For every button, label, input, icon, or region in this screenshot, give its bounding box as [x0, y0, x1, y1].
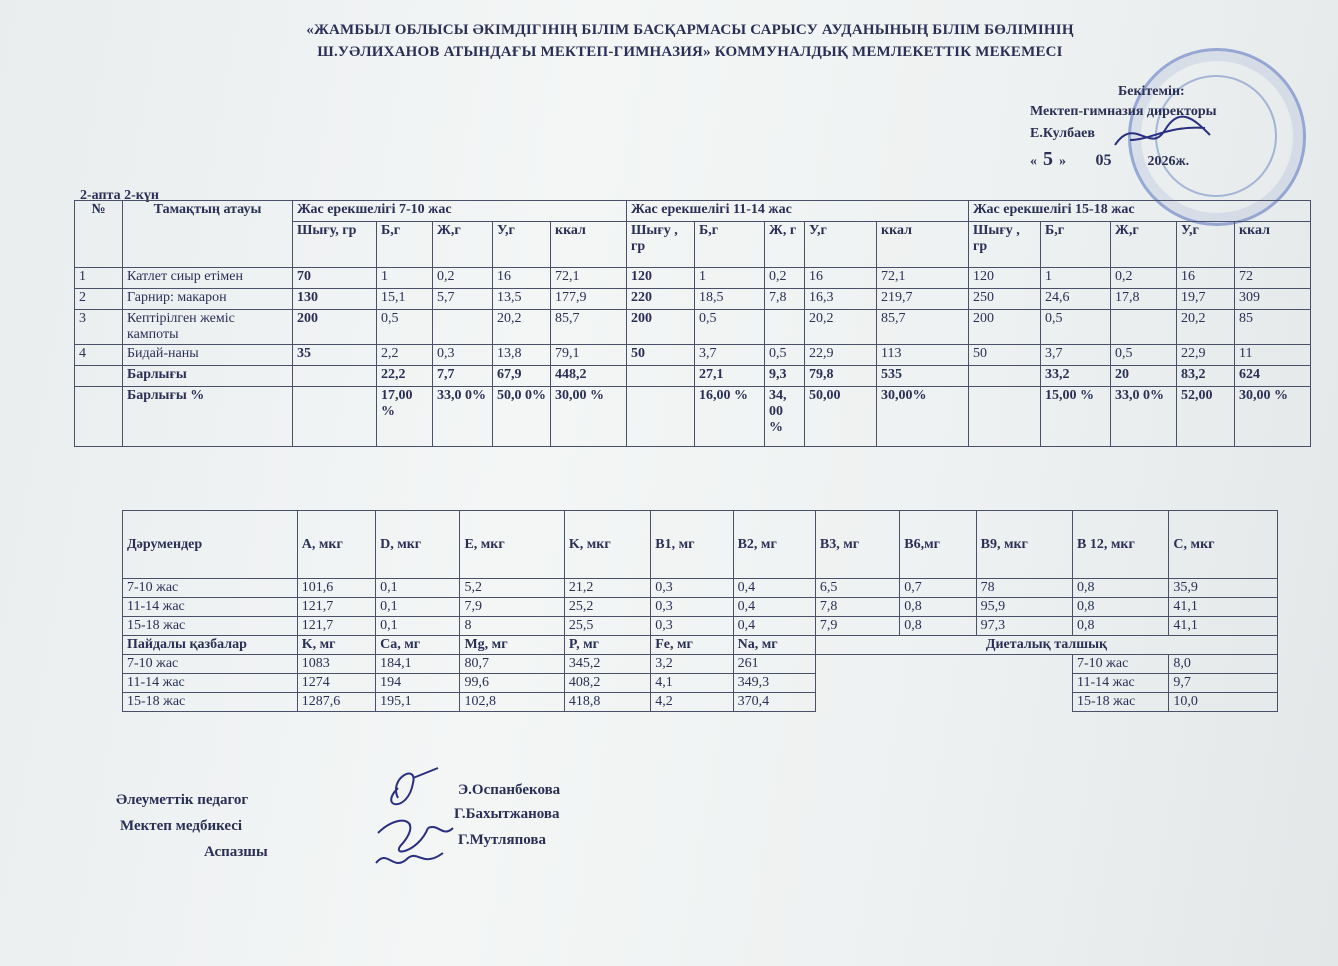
vitamin-cell: 35,9 [1169, 579, 1278, 598]
total-cell: 79,8 [805, 366, 877, 387]
table-row [75, 345, 1311, 366]
nutrient-cell: 70 [293, 268, 377, 289]
name-ospanbekova: Э.Оспанбекова [458, 782, 561, 798]
total-cell: 22,2 [377, 366, 433, 387]
nutrient-cell: 72 [1235, 268, 1311, 289]
percent-cell: 50,00 [805, 387, 877, 447]
nutrient-cell: 11 [1235, 345, 1311, 366]
group-header-11-14: Жас ерекшелігі 11-14 жас [627, 201, 969, 222]
table-row [75, 268, 1311, 289]
mineral-cell: 4,2 [651, 693, 733, 712]
empty-cell [75, 387, 123, 447]
total-cell: 27,1 [695, 366, 765, 387]
vitamin-cell: 0,3 [651, 598, 733, 617]
empty-cell [815, 655, 1072, 674]
mineral-header: Na, мг [733, 636, 815, 655]
role-school-nurse: Мектеп медбикесі [120, 818, 243, 834]
mineral-cell: 345,2 [564, 655, 650, 674]
fiber-value: 10,0 [1169, 693, 1278, 712]
sub-header: ккал [1235, 222, 1311, 268]
nutrient-table [122, 510, 1278, 712]
percent-cell: 33,0 0% [433, 387, 493, 447]
sub-header: Шығу , гр [627, 222, 695, 268]
mineral-cell: 418,8 [564, 693, 650, 712]
nutrient-cell: 2,2 [377, 345, 433, 366]
vitamin-cell: 21,2 [564, 579, 650, 598]
nutrient-cell: 5,7 [433, 289, 493, 310]
dish-name: Кептірілген жеміс кампоты [123, 310, 293, 345]
week-label: 2-апта 2-күн [80, 188, 159, 203]
approval-date: « 5 » 05 2026ж. [1030, 148, 1190, 170]
table-row [123, 674, 1278, 693]
sub-header: У,г [1177, 222, 1235, 268]
mineral-cell: 370,4 [733, 693, 815, 712]
nutrient-cell: 22,9 [805, 345, 877, 366]
menu-table [74, 200, 1311, 447]
vitamin-header: A, мкг [297, 511, 375, 579]
empty-cell [75, 366, 123, 387]
nutrient-cell: 1 [695, 268, 765, 289]
nutrient-cell [1111, 310, 1177, 345]
vitamin-cell: 0,8 [1073, 598, 1169, 617]
nutrient-cell: 85,7 [877, 310, 969, 345]
total-cell: 83,2 [1177, 366, 1235, 387]
mineral-cell: 11-14 жас [123, 674, 298, 693]
vitamin-cell: 11-14 жас [123, 598, 298, 617]
nutrient-cell: 7,8 [765, 289, 805, 310]
percent-cell: 50,0 0% [493, 387, 551, 447]
nutrient-cell: 15,1 [377, 289, 433, 310]
group-header-15-18: Жас ерекшелігі 15-18 жас [969, 201, 1311, 222]
total-cell: 624 [1235, 366, 1311, 387]
nutrient-cell: 50 [627, 345, 695, 366]
vitamin-cell: 7-10 жас [123, 579, 298, 598]
vitamin-cell: 0,4 [733, 598, 815, 617]
nutrient-cell: 16 [1177, 268, 1235, 289]
table-row [123, 579, 1278, 598]
percent-cell: 30,00 % [1235, 387, 1311, 447]
vitamin-cell: 8 [460, 617, 564, 636]
fiber-age: 15-18 жас [1073, 693, 1169, 712]
vitamin-cell: 0,4 [733, 579, 815, 598]
vitamin-cell: 6,5 [815, 579, 899, 598]
nutrient-cell: 20,2 [493, 310, 551, 345]
vitamin-header: B1, мг [651, 511, 733, 579]
percent-cell: 33,0 0% [1111, 387, 1177, 447]
vitamin-cell: 25,2 [564, 598, 650, 617]
nutrient-cell: 19,7 [1177, 289, 1235, 310]
percent-cell: 30,00% [877, 387, 969, 447]
vitamin-cell: 97,3 [976, 617, 1072, 636]
vitamin-cell: 7,9 [460, 598, 564, 617]
vitamin-cell: 7,8 [815, 598, 899, 617]
vitamin-cell: 121,7 [297, 617, 375, 636]
vitamin-cell: 25,5 [564, 617, 650, 636]
nutrient-cell: 18,5 [695, 289, 765, 310]
sub-header: Б,г [377, 222, 433, 268]
row-number: 4 [75, 345, 123, 366]
nutrient-cell: 0,5 [1111, 345, 1177, 366]
table-row [123, 655, 1278, 674]
role-social-pedagogue: Әлеуметтік педагог [116, 792, 249, 808]
total-cell: 67,9 [493, 366, 551, 387]
fiber-age: 7-10 жас [1073, 655, 1169, 674]
vitamin-header: Дәрумендер [123, 511, 298, 579]
vitamin-cell: 0,3 [651, 617, 733, 636]
total-cell: 33,2 [1041, 366, 1111, 387]
vitamin-cell: 0,3 [651, 579, 733, 598]
vitamin-header: B6,мг [900, 511, 976, 579]
vitamin-cell: 15-18 жас [123, 617, 298, 636]
total-cell: 20 [1111, 366, 1177, 387]
table-row [123, 617, 1278, 636]
mineral-header: K, мг [297, 636, 375, 655]
mineral-cell: 408,2 [564, 674, 650, 693]
nutrient-cell: 0,2 [765, 268, 805, 289]
nutrient-cell: 200 [293, 310, 377, 345]
vitamin-header: D, мкг [376, 511, 460, 579]
handwritten-signatures [368, 758, 458, 878]
nutrient-cell: 20,2 [1177, 310, 1235, 345]
mineral-header: Ca, мг [376, 636, 460, 655]
vitamin-header: B3, мг [815, 511, 899, 579]
vitamin-cell: 0,1 [376, 598, 460, 617]
vitamin-cell: 101,6 [297, 579, 375, 598]
header-line-2: Ш.УӘЛИХАНОВ АТЫНДАҒЫ МЕКТЕП-ГИМНАЗИЯ» КОММУНАЛДЫҚ МЕМЛЕКЕТТІК МЕКЕМЕСІ [317, 44, 1063, 60]
nutrient-cell: 22,9 [1177, 345, 1235, 366]
vitamin-header: E, мкг [460, 511, 564, 579]
nutrient-cell: 0,5 [377, 310, 433, 345]
nutrient-cell: 24,6 [1041, 289, 1111, 310]
percent-cell: 34, 00 % [765, 387, 805, 447]
vitamin-cell: 78 [976, 579, 1072, 598]
nutrient-cell: 79,1 [551, 345, 627, 366]
nutrient-cell: 85,7 [551, 310, 627, 345]
nutrient-cell: 50 [969, 345, 1041, 366]
fiber-value: 9,7 [1169, 674, 1278, 693]
vitamin-cell: 0,7 [900, 579, 976, 598]
dish-name: Бидай-наны [123, 345, 293, 366]
dish-name: Катлет сиыр етімен [123, 268, 293, 289]
mineral-header: Fe, мг [651, 636, 733, 655]
nutrient-cell [765, 310, 805, 345]
approval-name: Е.Кулбаев [1030, 126, 1095, 141]
nutrient-cell: 16 [805, 268, 877, 289]
total-cell: 7,7 [433, 366, 493, 387]
mineral-cell: 80,7 [460, 655, 564, 674]
sub-header: У,г [805, 222, 877, 268]
percent-cell [293, 387, 377, 447]
percent-cell: 16,00 % [695, 387, 765, 447]
total-cell: 535 [877, 366, 969, 387]
total-cell [293, 366, 377, 387]
vitamin-cell: 95,9 [976, 598, 1072, 617]
role-cook: Аспазшы [204, 844, 268, 860]
vitamin-cell: 0,8 [1073, 617, 1169, 636]
sub-header: ккал [551, 222, 627, 268]
nutrient-cell: 0,2 [433, 268, 493, 289]
name-bakhytzhanova: Г.Бахытжанова [454, 806, 560, 822]
sub-header: Шығу , гр [969, 222, 1041, 268]
total-cell [969, 366, 1041, 387]
nutrient-cell: 219,7 [877, 289, 969, 310]
percent-cell [627, 387, 695, 447]
percent-label: Барлығы % [123, 387, 293, 447]
percent-cell: 15,00 % [1041, 387, 1111, 447]
mineral-header: Пайдалы қазбалар [123, 636, 298, 655]
percent-cell [969, 387, 1041, 447]
mineral-cell: 4,1 [651, 674, 733, 693]
sub-header: Ж,г [433, 222, 493, 268]
nutrient-cell: 1 [1041, 268, 1111, 289]
nutrient-cell: 13,5 [493, 289, 551, 310]
vitamin-cell: 0,8 [900, 598, 976, 617]
vitamin-cell: 7,9 [815, 617, 899, 636]
percent-cell: 30,00 % [551, 387, 627, 447]
nutrient-cell: 1 [377, 268, 433, 289]
nutrient-cell: 130 [293, 289, 377, 310]
approval-role: Мектеп-гимназия директоры [1030, 104, 1217, 119]
total-cell: 448,2 [551, 366, 627, 387]
percent-cell: 17,00 % [377, 387, 433, 447]
empty-cell [815, 674, 1072, 693]
total-row [75, 366, 1311, 387]
vitamin-header: B2, мг [733, 511, 815, 579]
mineral-cell: 1083 [297, 655, 375, 674]
total-cell: 9,3 [765, 366, 805, 387]
nutrient-cell: 0,5 [1041, 310, 1111, 345]
nutrient-cell: 113 [877, 345, 969, 366]
approval-title: Бекітемін: [1118, 84, 1185, 99]
row-number: 1 [75, 268, 123, 289]
nutrient-cell: 85 [1235, 310, 1311, 345]
header-line-1: «ЖАМБЫЛ ОБЛЫСЫ ӘКІМДІГІНІҢ БІЛІМ БАСҚАРМАСЫ САРЫСУ АУДАНЫНЫҢ БІЛІМ БӨЛІМІНІҢ [306, 22, 1074, 38]
sub-header: Б,г [695, 222, 765, 268]
vitamin-cell: 5,2 [460, 579, 564, 598]
mineral-header-row [123, 636, 1278, 655]
fiber-title: Диеталық талшық [815, 636, 1277, 655]
fiber-age: 11-14 жас [1073, 674, 1169, 693]
vitamin-header: B9, мкг [976, 511, 1072, 579]
nutrient-cell: 0,3 [433, 345, 493, 366]
nutrient-cell: 72,1 [877, 268, 969, 289]
mineral-cell: 7-10 жас [123, 655, 298, 674]
sub-header: Ж, г [765, 222, 805, 268]
vitamin-cell: 0,4 [733, 617, 815, 636]
mineral-cell: 102,8 [460, 693, 564, 712]
mineral-cell: 3,2 [651, 655, 733, 674]
nutrient-cell: 72,1 [551, 268, 627, 289]
nutrient-cell: 17,8 [1111, 289, 1177, 310]
table-row [123, 693, 1278, 712]
mineral-cell: 184,1 [376, 655, 460, 674]
sub-header: Ж,г [1111, 222, 1177, 268]
name-mutlyapova: Г.Мутляпова [458, 832, 546, 848]
vitamin-cell: 0,1 [376, 617, 460, 636]
vitamin-cell: 0,1 [376, 579, 460, 598]
mineral-cell: 194 [376, 674, 460, 693]
group-header-7-10: Жас ерекшелігі 7-10 жас [293, 201, 627, 222]
nutrient-cell: 16,3 [805, 289, 877, 310]
vitamin-header: C, мкг [1169, 511, 1278, 579]
vitamin-cell: 41,1 [1169, 617, 1278, 636]
nutrient-cell: 0,2 [1111, 268, 1177, 289]
mineral-cell: 261 [733, 655, 815, 674]
vitamin-header: K, мкг [564, 511, 650, 579]
dish-name: Гарнир: макарон [123, 289, 293, 310]
vitamin-cell: 41,1 [1169, 598, 1278, 617]
mineral-cell: 195,1 [376, 693, 460, 712]
nutrient-cell: 120 [969, 268, 1041, 289]
empty-cell [815, 693, 1072, 712]
vitamin-header: B 12, мкг [1073, 511, 1169, 579]
col-no-header: № [75, 201, 123, 268]
director-signature [1110, 110, 1220, 160]
sub-header: Шығу, гр [293, 222, 377, 268]
nutrient-cell: 35 [293, 345, 377, 366]
row-number: 2 [75, 289, 123, 310]
sub-header: Б,г [1041, 222, 1111, 268]
nutrient-cell [433, 310, 493, 345]
mineral-cell: 99,6 [460, 674, 564, 693]
nutrient-cell: 220 [627, 289, 695, 310]
nutrient-cell: 3,7 [695, 345, 765, 366]
vitamin-cell: 0,8 [900, 617, 976, 636]
nutrient-cell: 0,5 [765, 345, 805, 366]
nutrient-cell: 13,8 [493, 345, 551, 366]
mineral-cell: 1274 [297, 674, 375, 693]
sub-header: У,г [493, 222, 551, 268]
mineral-cell: 349,3 [733, 674, 815, 693]
mineral-header: Mg, мг [460, 636, 564, 655]
percent-row [75, 387, 1311, 447]
nutrient-cell: 200 [627, 310, 695, 345]
col-name-header: Тамақтың атауы [123, 201, 293, 268]
fiber-value: 8,0 [1169, 655, 1278, 674]
nutrient-cell: 20,2 [805, 310, 877, 345]
sub-header: ккал [877, 222, 969, 268]
nutrient-cell: 0,5 [695, 310, 765, 345]
nutrient-cell: 309 [1235, 289, 1311, 310]
vitamin-cell: 121,7 [297, 598, 375, 617]
nutrient-cell: 250 [969, 289, 1041, 310]
nutrient-cell: 120 [627, 268, 695, 289]
nutrient-cell: 177,9 [551, 289, 627, 310]
row-number: 3 [75, 310, 123, 345]
total-cell [627, 366, 695, 387]
table-row [75, 289, 1311, 310]
nutrient-cell: 200 [969, 310, 1041, 345]
total-label: Барлығы [123, 366, 293, 387]
nutrient-cell: 3,7 [1041, 345, 1111, 366]
percent-cell: 52,00 [1177, 387, 1235, 447]
nutrient-cell: 16 [493, 268, 551, 289]
mineral-header: P, мг [564, 636, 650, 655]
table-row [75, 310, 1311, 345]
table-row [123, 598, 1278, 617]
mineral-cell: 15-18 жас [123, 693, 298, 712]
mineral-cell: 1287,6 [297, 693, 375, 712]
vitamin-cell: 0,8 [1073, 579, 1169, 598]
